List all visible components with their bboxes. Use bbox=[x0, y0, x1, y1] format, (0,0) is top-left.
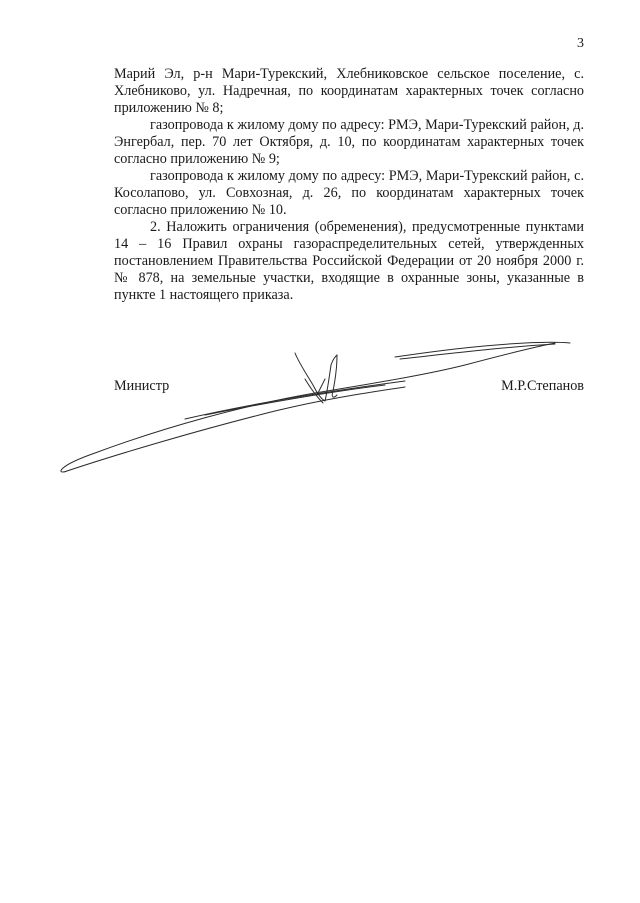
handwritten-signature bbox=[55, 335, 580, 485]
page-number: 3 bbox=[577, 36, 584, 51]
paragraph-3: газопровода к жилому дому по адресу: РМЭ, Мари-Турекский район, с. Косолапово, ул. Совхозная, д. 26, по координатам характерных точек согласно приложению № 10. bbox=[114, 168, 584, 218]
document-body bbox=[114, 66, 584, 304]
paragraph-2: газопровода к жилому дому по адресу: РМЭ, Мари-Турекский район, д. Энгербал, пер. 70 лет Октября, д. 10, по координатам характерных точек согласно приложению № 9; bbox=[114, 117, 584, 167]
signatory-title: Министр bbox=[114, 378, 170, 394]
paragraph-1: Марий Эл, р-н Мари-Турекский, Хлебниковское сельское поселение, с. Хлебниково, ул. Надречная, по координатам характерных точек согласно приложению № 8; bbox=[114, 66, 584, 116]
signatory-name: М.Р.Степанов bbox=[501, 378, 584, 394]
paragraph-4: 2. Наложить ограничения (обременения), предусмотренные пунктами 14 – 16 Правил охраны газораспределительных сетей, утвержденных постановлением Правительства Российской Федерации от 20 ноября 2000 г. № 878, на земельные участки, входящие в охранные зоны, указанные в пункте 1 настоящего приказа. bbox=[114, 219, 584, 303]
